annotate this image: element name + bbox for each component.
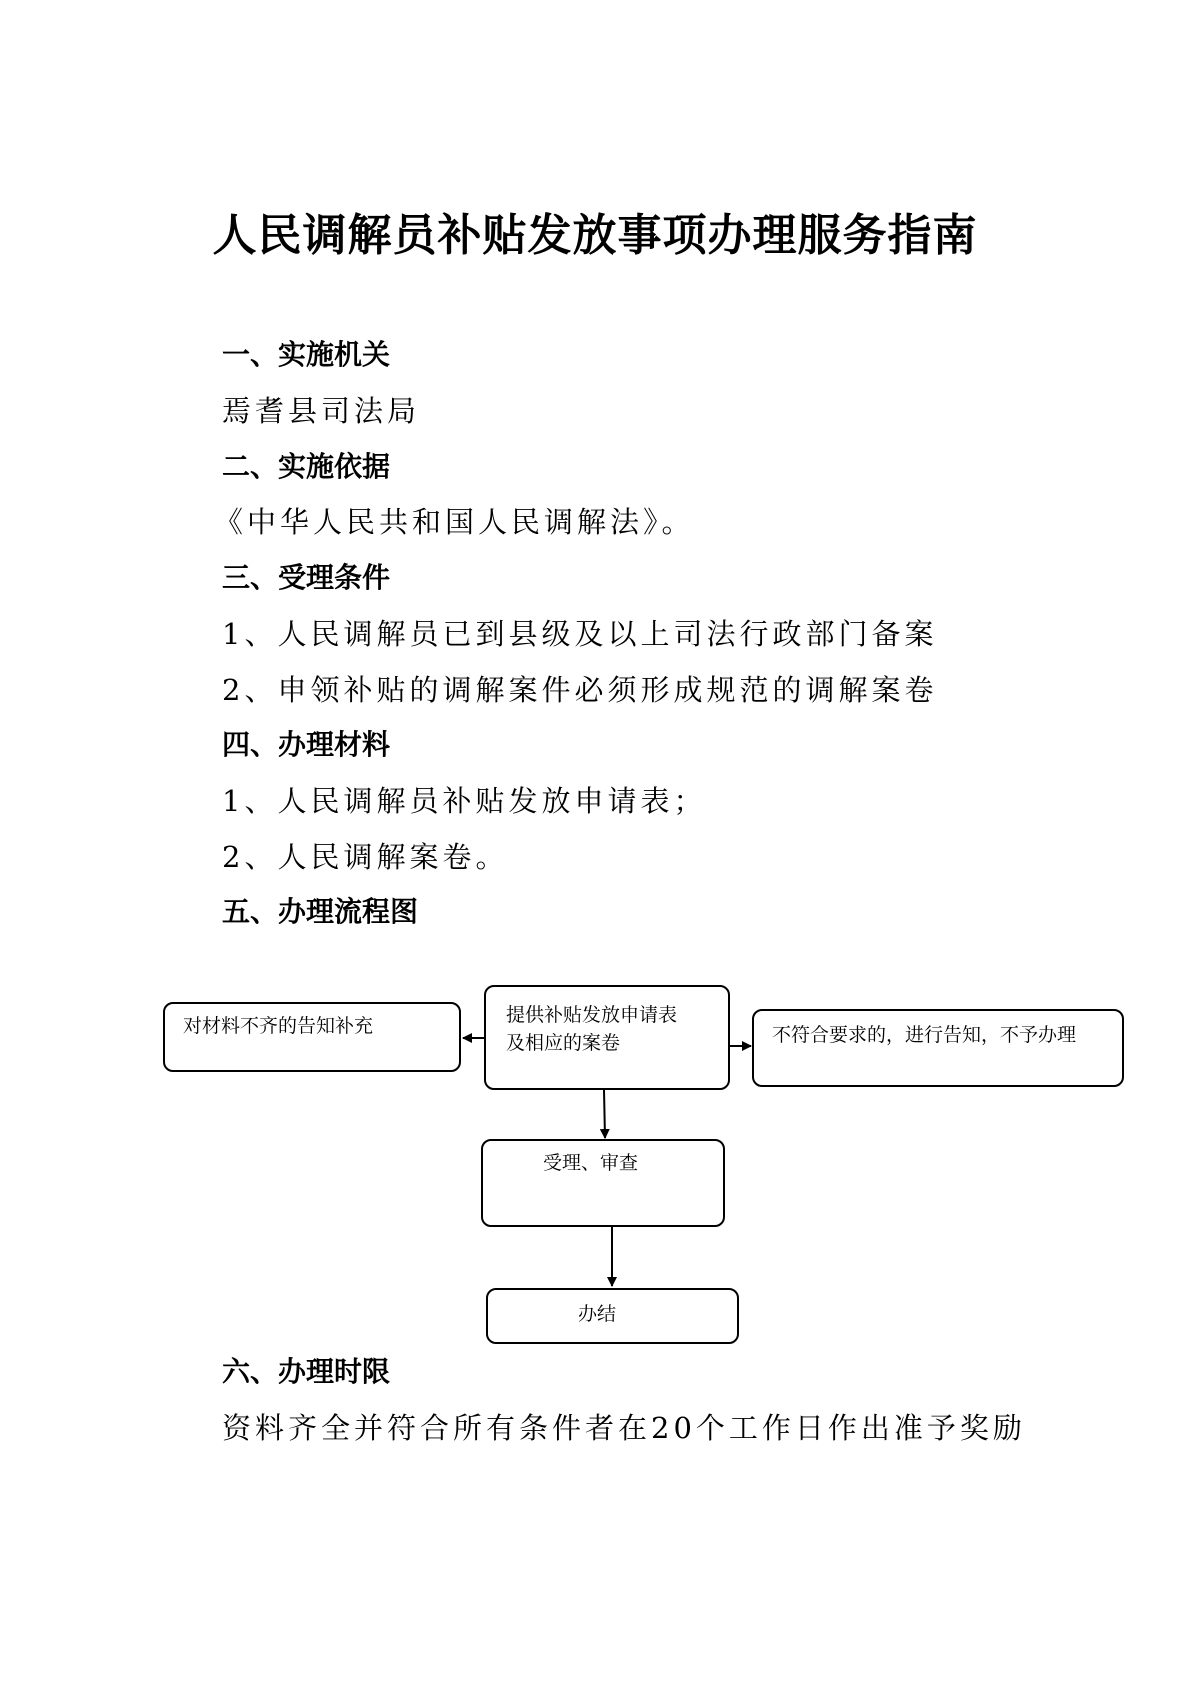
condition-item-1: 1、人民调解员已到县级及以上司法行政部门备案	[222, 617, 938, 651]
material-item-1: 1、人民调解员补贴发放申请表；	[222, 784, 707, 818]
section-heading-flowchart: 五、办理流程图	[222, 895, 419, 928]
flow-right-text: 不符合要求的，进行告知，不予办理	[772, 1024, 1077, 1046]
agency-name: 焉耆县司法局	[222, 394, 421, 428]
flow-review-box	[481, 1139, 725, 1227]
flow-review-text: 受理、审查	[543, 1152, 639, 1174]
flow-start-box	[484, 985, 730, 1090]
section-heading-materials: 四、办理材料	[222, 728, 391, 761]
flow-start-line-1: 提供补贴发放申请表	[506, 1004, 678, 1026]
time-limit-text: 资料齐全并符合所有条件者在20个工作日作出准予奖励	[222, 1411, 1026, 1445]
section-heading-acceptance-conditions: 三、受理条件	[222, 561, 391, 594]
arrow-to-review-box	[604, 1090, 605, 1138]
section-heading-implementing-agency: 一、实施机关	[222, 338, 391, 371]
flow-finish-text: 办结	[578, 1303, 617, 1325]
document-title: 人民调解员补贴发放事项办理服务指南	[212, 210, 978, 261]
flow-left-box	[163, 1002, 461, 1072]
flow-right-box	[752, 1009, 1124, 1087]
flow-start-line-2: 及相应的案卷	[506, 1032, 621, 1054]
condition-item-2: 2、申领补贴的调解案件必须形成规范的调解案卷	[222, 673, 938, 707]
flow-finish-box	[486, 1288, 739, 1344]
material-item-2: 2、人民调解案卷。	[222, 840, 509, 874]
flow-left-text: 对材料不齐的告知补充	[183, 1015, 374, 1037]
section-heading-legal-basis: 二、实施依据	[222, 450, 391, 483]
section-heading-time-limit: 六、办理时限	[222, 1355, 391, 1388]
legal-basis-text: 《中华人民共和国人民调解法》。	[214, 505, 695, 539]
